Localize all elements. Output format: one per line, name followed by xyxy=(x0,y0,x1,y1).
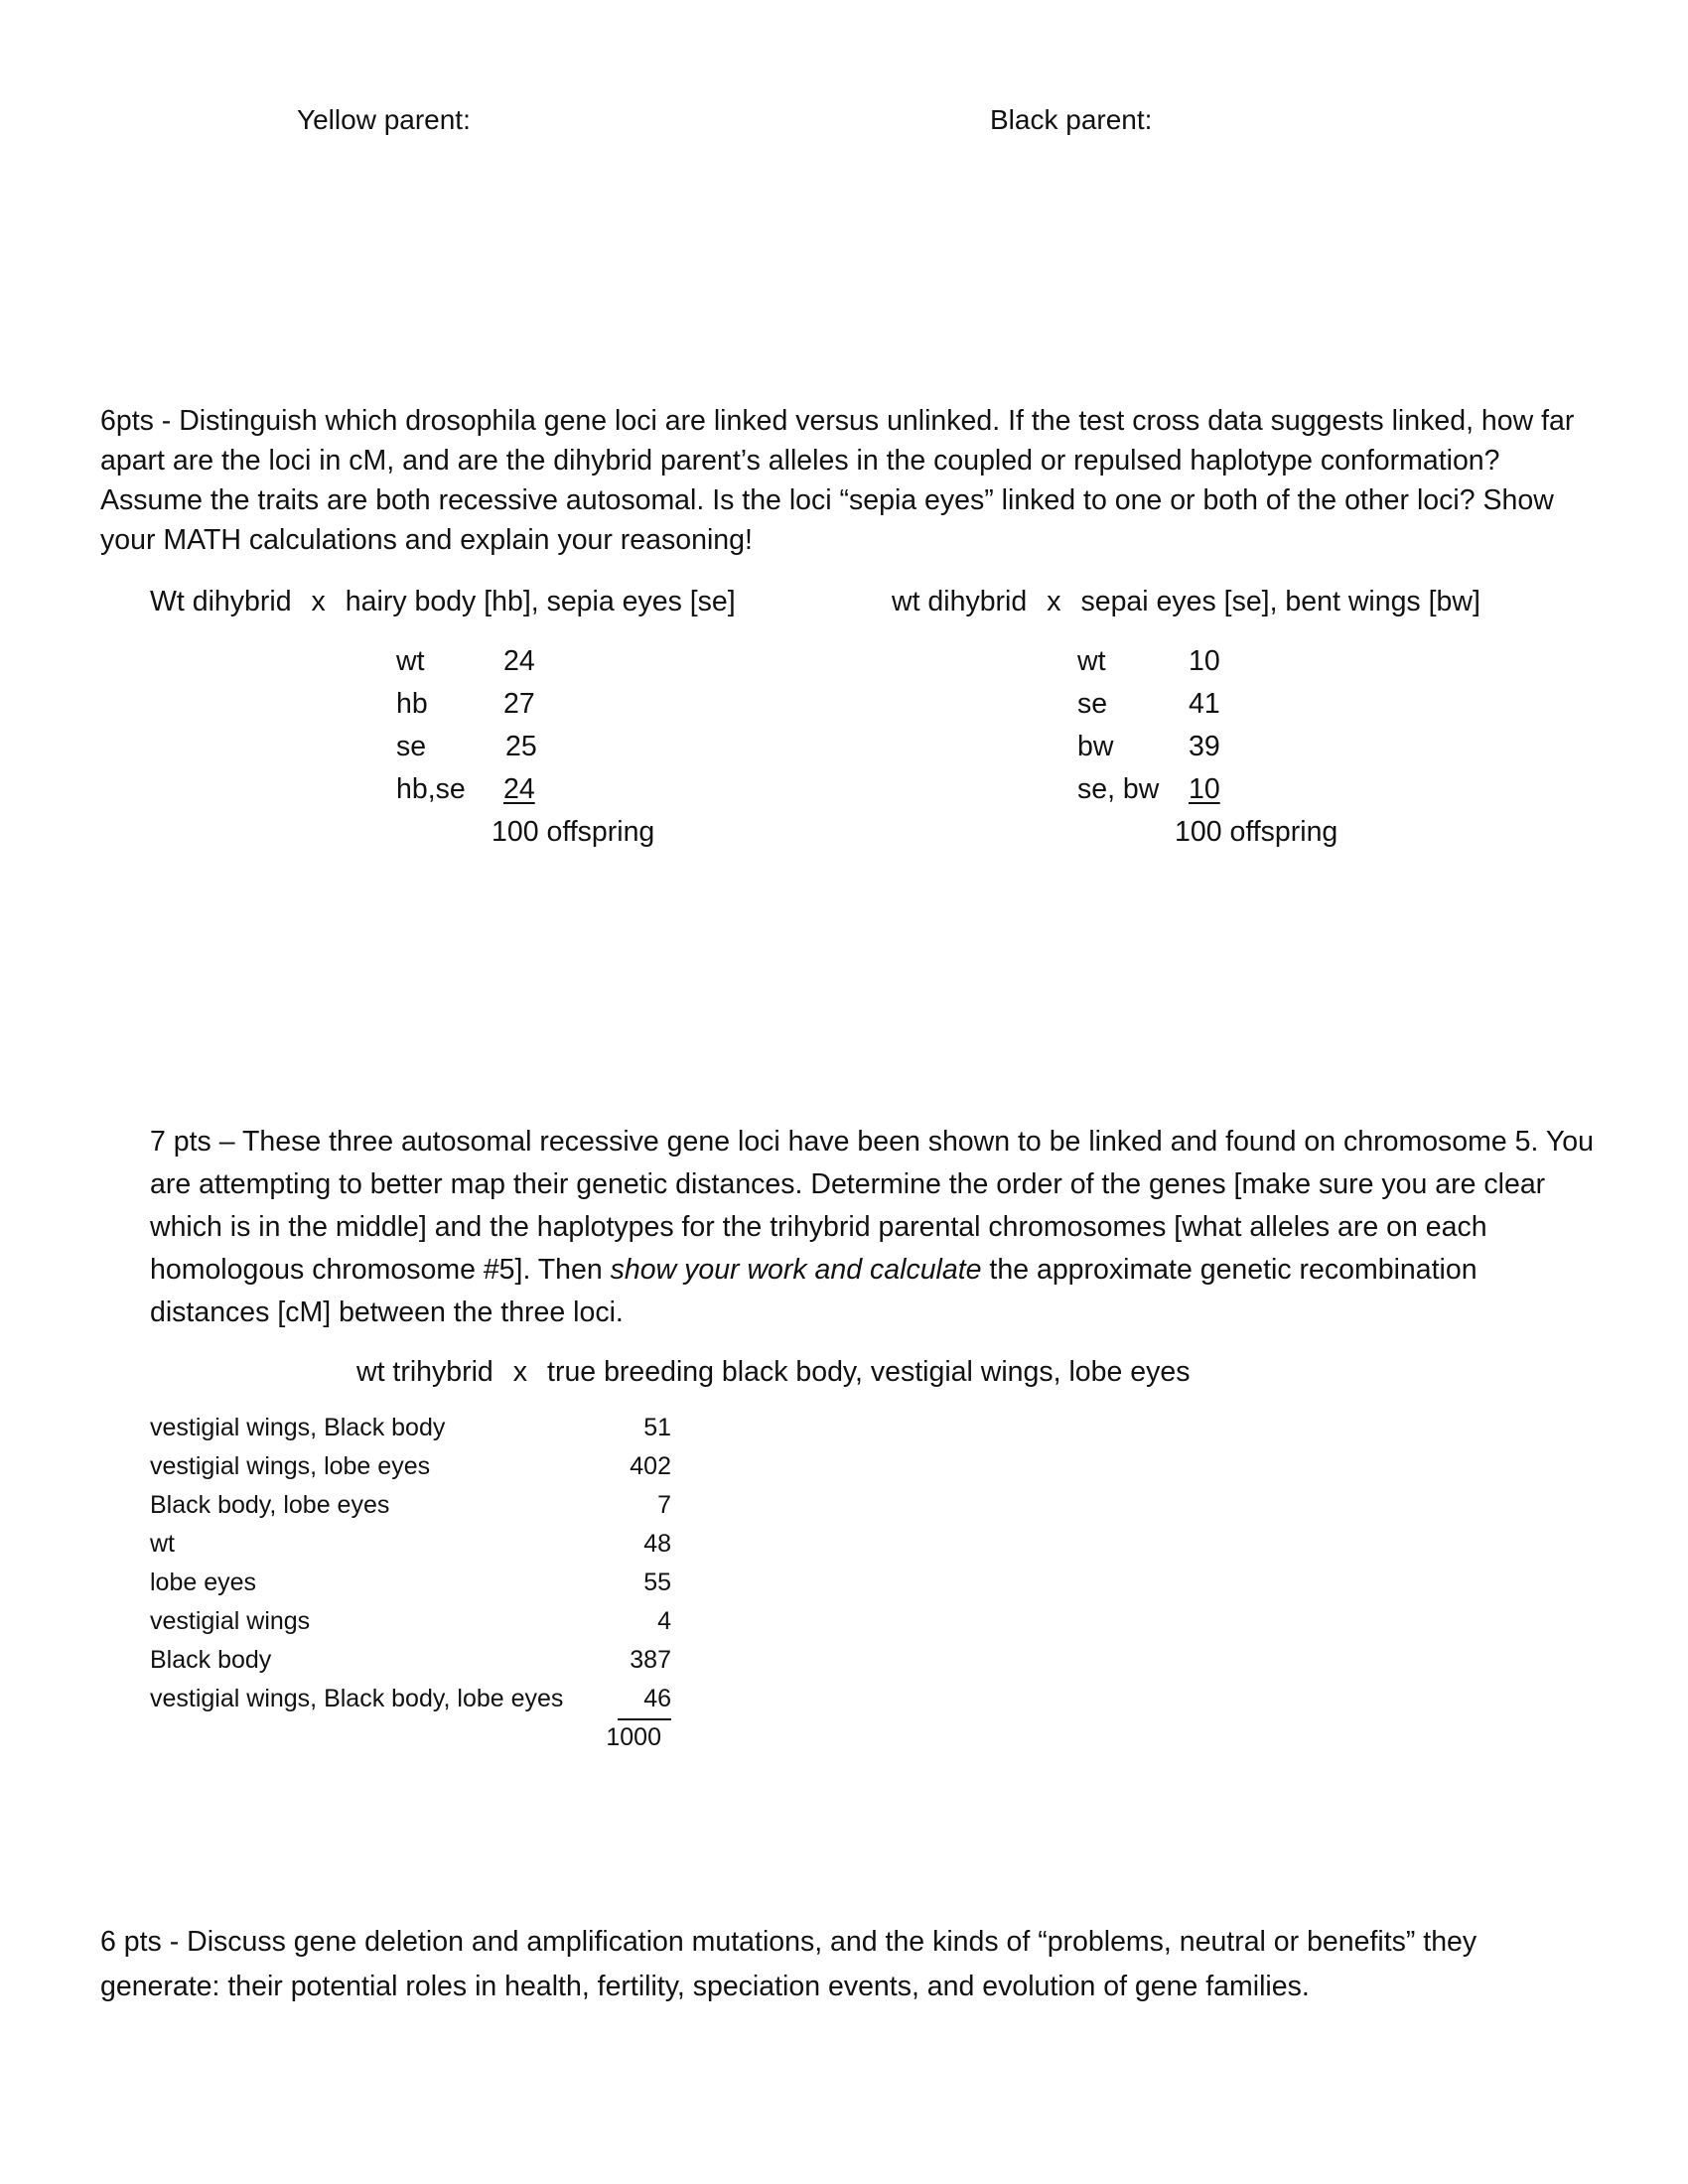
table-row-count: 55 xyxy=(643,1569,671,1596)
table-row-phenotype: vestigial wings, Black body, lobe eyes xyxy=(150,1685,564,1712)
table-row-count: 25 xyxy=(505,731,537,762)
table-row-phenotype: Black body xyxy=(150,1646,272,1674)
table-row-phenotype: hb,se xyxy=(396,773,466,805)
sum-line xyxy=(618,1718,671,1720)
question-7-line: 7 pts – These three autosomal recessive gene loci have been shown to be linked and found on chromosome 5. You xyxy=(150,1126,1594,1158)
cross-parent: wt trihybrid xyxy=(356,1356,493,1388)
cross-symbol: x xyxy=(311,586,326,617)
question-7-line-start: homologous chromosome #5]. Then xyxy=(150,1254,611,1286)
question-6-line: Assume the traits are both recessive autosomal. Is the loci “sepia eyes” linked to one or both of the other loci? Show xyxy=(100,484,1554,516)
question-7-line: which is in the middle] and the haplotypes for the trihybrid parental chromosomes [what alleles are on each xyxy=(150,1211,1487,1243)
question-6-line: apart are the loci in cM, and are the dihybrid parent’s alleles in the coupled or repulsed haplotype conformation? xyxy=(100,445,1500,477)
table-row-count: 51 xyxy=(643,1414,671,1441)
question-6-line: your MATH calculations and explain your reasoning! xyxy=(100,524,753,556)
question-7-emphasis: show your work and calculate xyxy=(610,1254,982,1286)
black-parent-label: Black parent: xyxy=(990,104,1153,135)
table-total: 100 offspring xyxy=(1175,816,1338,848)
table-row-count: 24 xyxy=(503,645,535,677)
table-row-count: 4 xyxy=(657,1607,671,1635)
question-6-line: 6pts - Distinguish which drosophila gene loci are linked versus unlinked. If the test cross data suggests linked, how far xyxy=(100,405,1575,437)
table-row-count: 24 xyxy=(503,773,535,805)
table-row-phenotype: bw xyxy=(1077,731,1114,762)
table-row-phenotype: vestigial wings xyxy=(150,1607,311,1635)
table-row-phenotype: se xyxy=(1077,688,1108,720)
table-row-count: 7 xyxy=(657,1491,671,1519)
table-row-count: 402 xyxy=(630,1452,671,1480)
table-row-phenotype: vestigial wings, Black body xyxy=(150,1414,446,1441)
cross-parent: wt dihybrid xyxy=(892,586,1028,617)
table-row-phenotype: Black body, lobe eyes xyxy=(150,1491,390,1519)
cross-tester: hairy body [hb], sepia eyes [se] xyxy=(345,586,736,617)
table-row-count: 387 xyxy=(630,1646,671,1674)
q6-right-cross xyxy=(892,586,1480,618)
question-8-line: 6 pts - Discuss gene deletion and amplification mutations, and the kinds of “problems, neutral or benefits” they xyxy=(100,1926,1477,1958)
table-row-count: 41 xyxy=(1189,688,1220,720)
q6-left-cross xyxy=(150,586,736,618)
cross-tester: true breeding black body, vestigial wings, lobe eyes xyxy=(547,1356,1191,1388)
table-row-phenotype: se xyxy=(396,731,427,762)
table-row-count: 27 xyxy=(503,688,535,720)
question-7-line-end: the approximate genetic recombination xyxy=(981,1254,1477,1286)
cross-symbol: x xyxy=(512,1356,528,1388)
cross-symbol: x xyxy=(1047,586,1061,617)
table-row-count: 10 xyxy=(1189,773,1220,805)
question-7-line: distances [cM] between the three loci. xyxy=(150,1297,624,1328)
table-total: 100 offspring xyxy=(492,816,655,848)
yellow-parent-label: Yellow parent: xyxy=(297,104,471,135)
table-row-count: 10 xyxy=(1189,645,1220,677)
table-row-phenotype: wt xyxy=(150,1530,175,1558)
table-row-phenotype: vestigial wings, lobe eyes xyxy=(150,1452,431,1480)
cross-tester: sepai eyes [se], bent wings [bw] xyxy=(1080,586,1480,617)
table-row-count: 46 xyxy=(643,1685,671,1712)
question-8-line: generate: their potential roles in health, fertility, speciation events, and evolution of gene families. xyxy=(100,1971,1310,2002)
q7-cross xyxy=(356,1356,1190,1389)
table-row-phenotype: wt xyxy=(1077,645,1106,677)
cross-parent: Wt dihybrid xyxy=(150,586,292,617)
table-row-count: 48 xyxy=(643,1530,671,1558)
table-total: 1000 xyxy=(606,1723,661,1751)
table-row-phenotype: lobe eyes xyxy=(150,1569,257,1596)
table-row-phenotype: wt xyxy=(396,645,425,677)
question-7-line xyxy=(150,1250,1477,1291)
question-7-line: are attempting to better map their genetic distances. Determine the order of the genes [make sure you are clear xyxy=(150,1168,1546,1200)
table-row-phenotype: se, bw xyxy=(1077,773,1160,805)
table-row-phenotype: hb xyxy=(396,688,428,720)
table-row-count: 39 xyxy=(1189,731,1220,762)
